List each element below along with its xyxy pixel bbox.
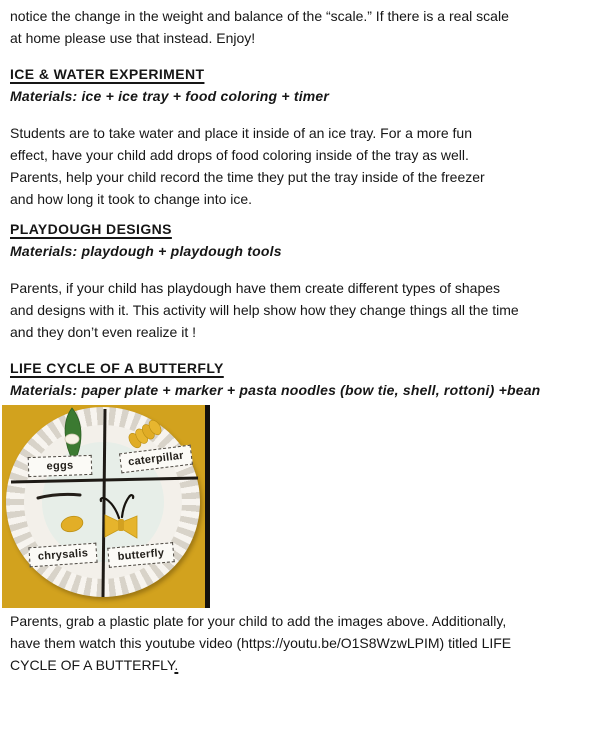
antennae-icon [101, 495, 133, 518]
section-heading-butterfly: LIFE CYCLE OF A BUTTERFLY [10, 360, 224, 376]
plate-items-graphic [2, 405, 205, 608]
body-line: effect, have your child add drops of food coloring inside of the tray as well. [10, 147, 469, 163]
body-line: Students are to take water and place it inside of an ice tray. For a more fun [10, 125, 472, 141]
plate-label-eggs: eggs [28, 455, 93, 477]
body-line: and they don’t even realize it ! [10, 324, 197, 340]
body-line: Parents, grab a plastic plate for your child to add the images above. Additionally, [10, 613, 507, 629]
body-line: Parents, if your child has playdough have them create different types of shapes [10, 280, 501, 296]
intro-paragraph [10, 5, 590, 49]
plate-label-caterpillar: caterpillar [119, 445, 193, 474]
section-heading-ice-water: ICE & WATER EXPERIMENT [10, 66, 205, 82]
section-playdough [10, 218, 590, 343]
body-line [10, 654, 590, 676]
body-line: have them watch this youtube video (https://youtu.be/O1S8WzwLPIM) titled LIFE [10, 635, 512, 651]
section-butterfly [10, 357, 590, 676]
rotini-pasta-icon [126, 418, 163, 450]
marker-horizontal-line [11, 478, 198, 482]
materials-line-playdough: Materials: playdough + playdough tools [10, 243, 282, 259]
marker-vertical-line [103, 409, 105, 597]
bowtie-pasta-icon [105, 515, 137, 538]
body-line: and designs with it. This activity will help show how they change things all the time [10, 302, 519, 318]
materials-line-butterfly: Materials: paper plate + marker + pasta noodles (bow tie, shell, rottoni) +bean [10, 382, 541, 398]
butterfly-lifecycle-photo [2, 405, 210, 608]
twig-icon [38, 494, 80, 498]
section-heading-playdough: PLAYDOUGH DESIGNS [10, 221, 172, 237]
paragraph-playdough [10, 277, 590, 343]
intro-line: at home please use that instead. Enjoy! [10, 30, 256, 46]
intro-line: notice the change in the weight and balance of the “scale.” If there is a real scale [10, 8, 509, 24]
underlined-period: . [174, 657, 179, 673]
body-line-text: CYCLE OF A BUTTERFLY [10, 657, 175, 673]
body-line: and how long it took to change into ice. [10, 191, 253, 207]
section-ice-water [10, 63, 590, 210]
paragraph-butterfly [10, 610, 590, 676]
shell-pasta-icon [60, 514, 85, 534]
plate-label-butterfly: butterfly [107, 542, 174, 568]
paragraph-ice-water [10, 122, 590, 210]
plate-label-chrysalis: chrysalis [28, 543, 97, 568]
body-line: Parents, help your child record the time they put the tray inside of the freezer [10, 169, 485, 185]
materials-line-ice-water: Materials: ice + ice tray + food coloring + timer [10, 88, 330, 104]
